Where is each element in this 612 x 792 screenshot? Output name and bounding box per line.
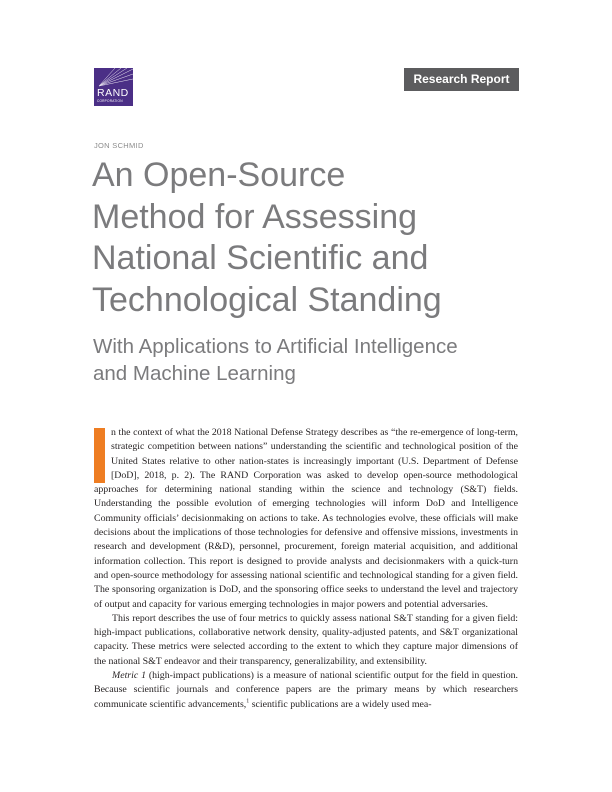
paragraph-1: [94, 426, 518, 612]
metric-1-label: Metric 1: [112, 670, 147, 682]
title-line: Method for Assessing: [92, 197, 418, 236]
paragraph-1-text: n the context of what the 2018 National Defense Strategy describes as “the re-emergence of long-term, strategic competition between nations” understanding the scientific and technological position of the United States relative to other nation-states is increasingly important (U.S. Department of Defense [DoD], 2018, p. 2). The RAND Corporation was asked to develop open-source methodological approaches for determining national standing within the science and technology (S&T) fields. Understanding the possible evolution of emerging technologies will inform DoD and Intelligence Community officials’ decisionmaking on actions to take. As technologies evolve, these officials will make decisions about the implications of those technologies for defensive and offensive missions, investments in research and development (R&D), personnel, procurement, foreign material acquisition, and additional information collection. This report is designed to provide analysts and decisionmakers with a quick-turn and open-source methodology for assessing national scientific and technological standing for a given field. The sponsoring organization is DoD, and the sponsoring office seeks to understand the level and trajectory of output and capacity for various emerging technologies in major powers and potential adversaries.: [94, 427, 518, 610]
paragraph-3: [94, 669, 518, 712]
paragraph-2: This report describes the use of four metrics to quickly assess national S&T standing for a given field: high-impact publications, collaborative network density, quality-adjusted patents, and S&T organizational capacity. These metrics were selected according to the extent to which they capture major dimensions of the national S&T endeavor and their transparency, generalizability, and extensibility.: [94, 612, 518, 667]
drop-cap: [94, 428, 105, 483]
footnote-ref-1[interactable]: 1: [246, 698, 250, 705]
title-line: Technological Standing: [92, 280, 442, 319]
report-type-badge: Research Report: [404, 68, 519, 91]
page-title: [92, 155, 532, 321]
paragraph-3-text-cont: scientific publications are a widely used mea-: [249, 698, 432, 710]
title-line: National Scientific and: [92, 239, 429, 277]
body-text: [94, 426, 518, 712]
title-line: An Open-Source: [92, 156, 346, 194]
author: JON SCHMID: [94, 141, 144, 150]
paragraph-3-text: (high-impact publications) is a measure of national scientific output for the field in question. Because scientific journals and conference papers are the primary means by which researchers communicate scientific advancements,: [94, 670, 518, 710]
logo-subtitle: CORPORATION: [97, 99, 123, 103]
subtitle-line: and Machine Learning: [93, 361, 296, 385]
rand-logo: [94, 68, 133, 106]
logo-name: RAND: [97, 87, 129, 99]
page-subtitle: [93, 334, 533, 387]
subtitle-line: With Applications to Artificial Intelligence: [93, 335, 458, 358]
